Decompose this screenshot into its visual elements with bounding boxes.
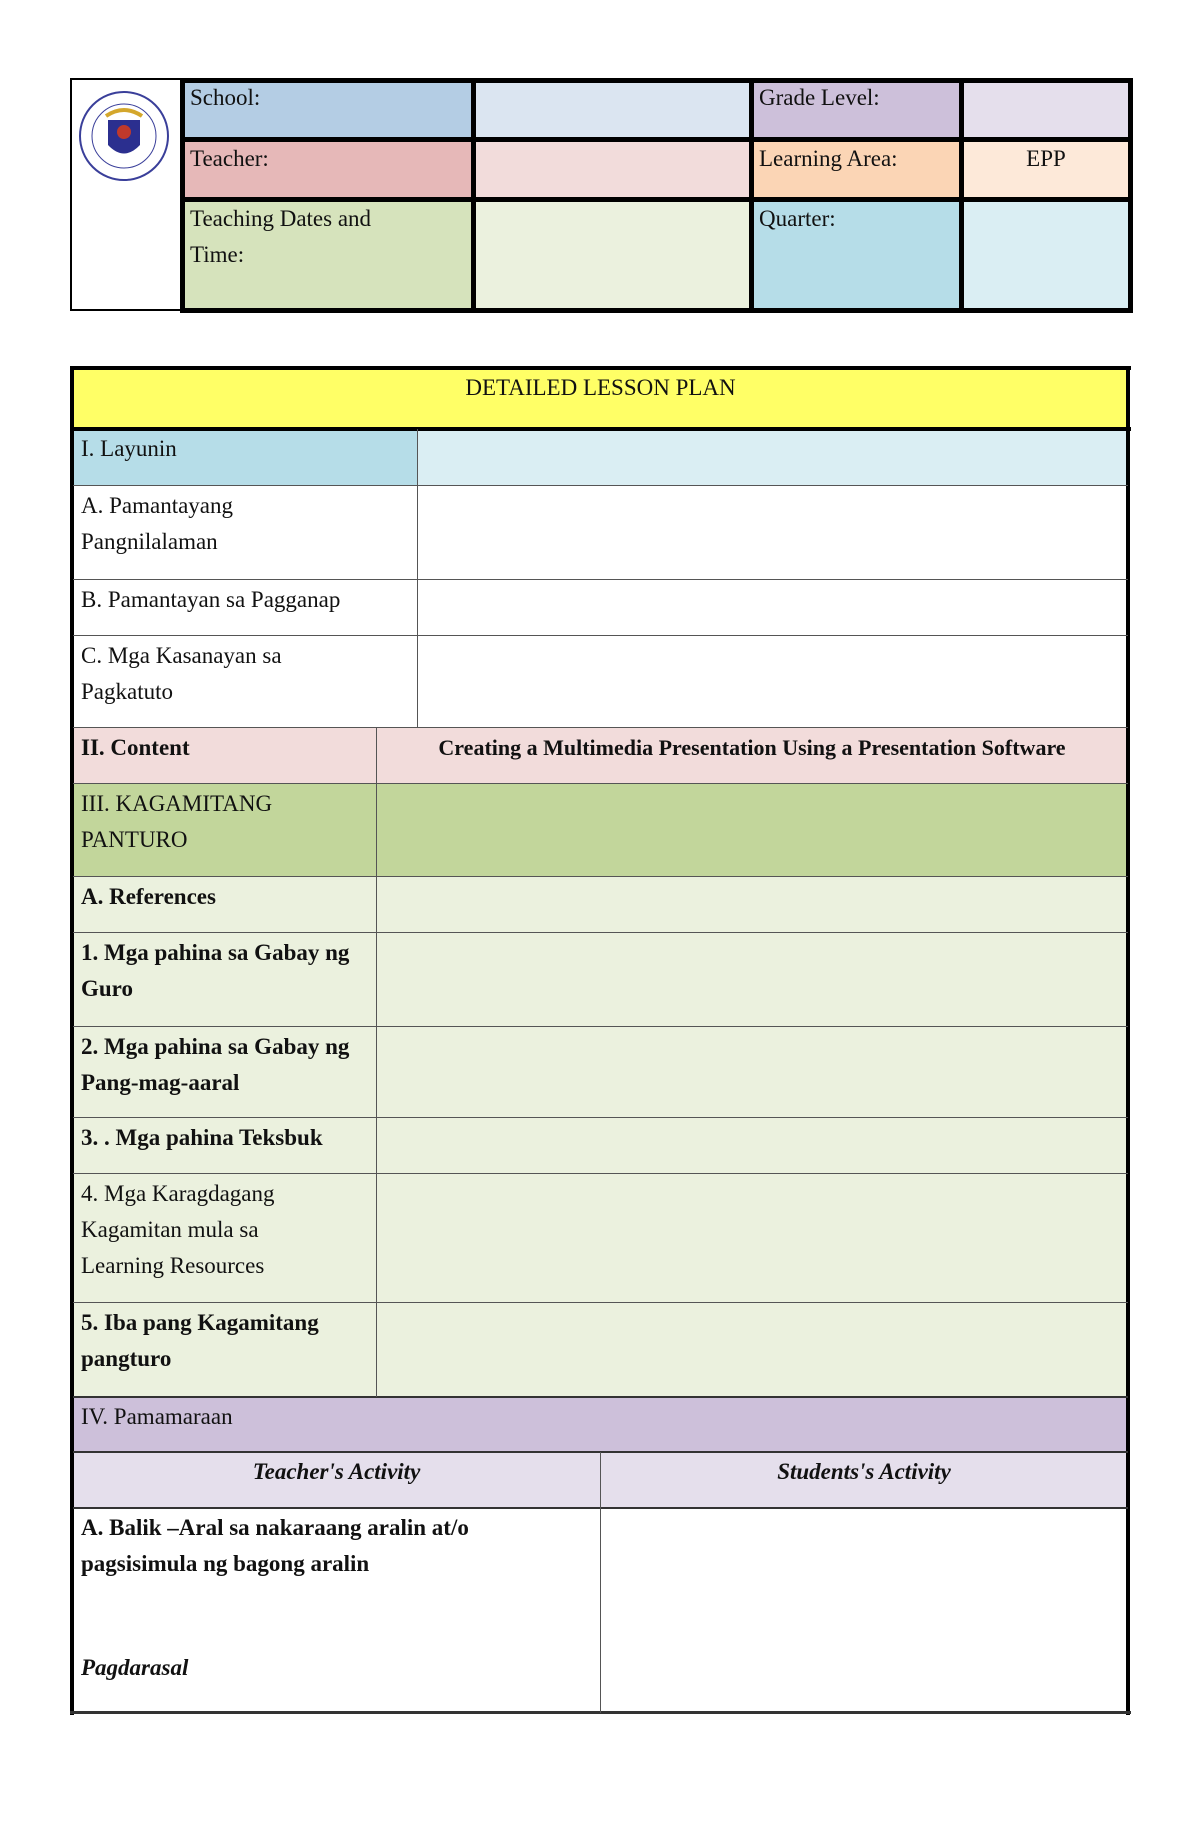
- deped-seal-icon: [78, 90, 170, 182]
- teacher-label: Teacher:: [182, 139, 473, 199]
- learning-area-field[interactable]: EPP: [961, 139, 1131, 199]
- students-activity-header: Students's Activity: [600, 1452, 1128, 1508]
- ref2-field[interactable]: [376, 1027, 1128, 1118]
- grade-level-label: Grade Level:: [751, 78, 961, 139]
- kasanayan-field[interactable]: [417, 636, 1128, 728]
- logo-cell: [70, 78, 182, 311]
- balik-aral-text: A. Balik –Aral sa nakaraang aralin at/o pagsisimula ng bagong aralin: [81, 1515, 469, 1576]
- dates-label: Teaching Dates and Time:: [182, 199, 473, 311]
- content-value[interactable]: Creating a Multimedia Presentation Using a Presentation Software: [376, 728, 1128, 784]
- pagganap-field[interactable]: [417, 580, 1128, 636]
- learning-area-label: Learning Area:: [751, 139, 961, 199]
- kasanayan-label: C. Mga Kasanayan sa Pagkatuto: [81, 643, 282, 704]
- references-label: A. References: [73, 877, 376, 933]
- content-label: II. Content: [73, 728, 376, 784]
- plan-title: DETAILED LESSON PLAN: [73, 368, 1128, 429]
- teacher-field[interactable]: [473, 139, 751, 199]
- layunin-field[interactable]: [417, 429, 1128, 486]
- ref2-label: 2. Mga pahina sa Gabay ng Pang-mag-aaral: [73, 1027, 376, 1118]
- references-field[interactable]: [376, 877, 1128, 933]
- dates-field[interactable]: [473, 199, 751, 311]
- school-field[interactable]: [473, 78, 751, 139]
- teacher-activity-header: Teacher's Activity: [73, 1452, 600, 1508]
- ref5-field[interactable]: [376, 1303, 1128, 1397]
- ref5-label: 5. Iba pang Kagamitang pangturo: [73, 1303, 376, 1397]
- quarter-field[interactable]: [961, 199, 1131, 311]
- kagamitan-field[interactable]: [376, 784, 1128, 877]
- pamantayang-field[interactable]: [417, 486, 1128, 580]
- students-activity-field[interactable]: [600, 1508, 1128, 1713]
- ref1-label: 1. Mga pahina sa Gabay ng Guro: [73, 933, 376, 1027]
- pamantayang-label: A. Pamantayang Pangnilalaman: [81, 493, 234, 554]
- ref3-label: 3. . Mga pahina Teksbuk: [73, 1118, 376, 1174]
- grade-level-field[interactable]: [961, 78, 1131, 139]
- ref1-field[interactable]: [376, 933, 1128, 1027]
- layunin-label: I. Layunin: [73, 429, 417, 486]
- quarter-label: Quarter:: [751, 199, 961, 311]
- pamamaraan-label: IV. Pamamaraan: [73, 1397, 1128, 1452]
- pagdarasal-text: Pagdarasal: [81, 1655, 189, 1680]
- balik-aral-cell[interactable]: [73, 1508, 600, 1713]
- ref4-label: 4. Mga Karagdagang Kagamitan mula sa Learning Resources: [73, 1174, 376, 1303]
- ref4-field[interactable]: [376, 1174, 1128, 1303]
- ref3-field[interactable]: [376, 1118, 1128, 1174]
- kagamitan-label: III. KAGAMITANG PANTURO: [73, 784, 376, 877]
- school-label: School:: [182, 78, 473, 139]
- pagganap-label: B. Pamantayan sa Pagganap: [81, 587, 341, 612]
